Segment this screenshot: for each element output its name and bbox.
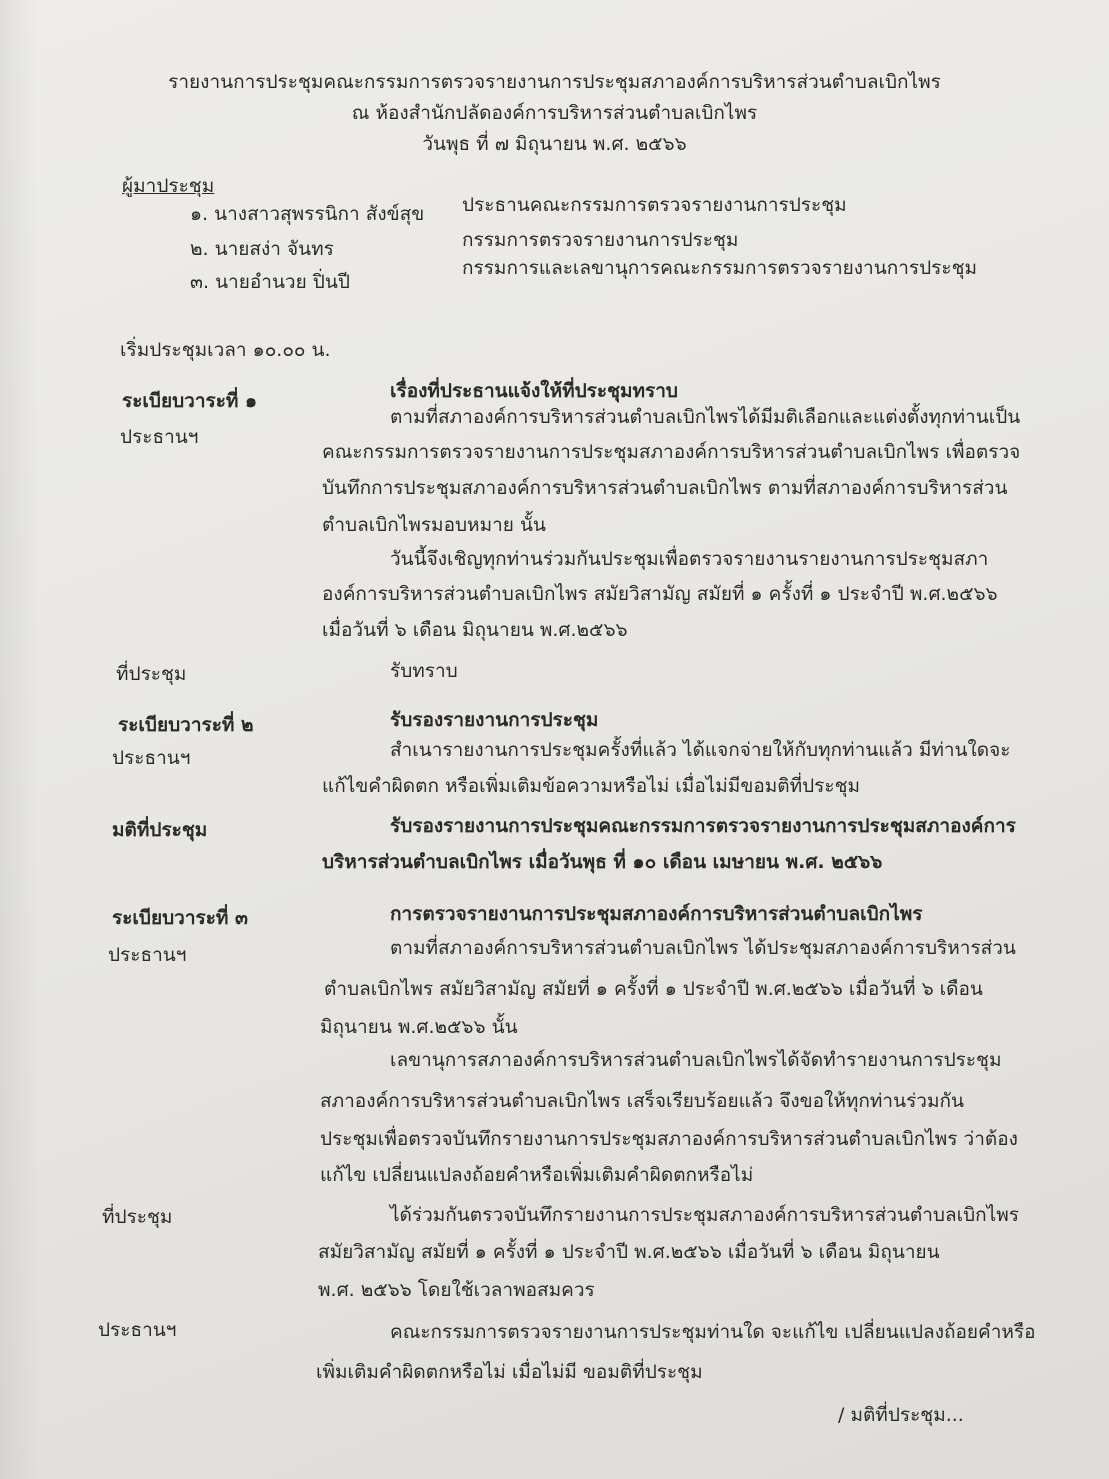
body-line: ตามที่สภาองค์การบริหารส่วนตำบลเบิกไพร ได้ประชุมสภาองค์การบริหารส่วน xyxy=(390,937,1016,959)
body-line: ตำบลเบิกไพรมอบหมาย นั้น xyxy=(322,514,546,536)
body-line: บันทึกการประชุมสภาองค์การบริหารส่วนตำบลเบิกไพร ตามที่สภาองค์การบริหารส่วน xyxy=(322,477,1008,499)
body-line: สมัยวิสามัญ สมัยที่ ๑ ครั้งที่ ๑ ประจำปี พ.ศ.๒๕๖๖ เมื่อวันที่ ๖ เดือน มิถุนายน xyxy=(318,1241,940,1263)
body-line: พ.ศ. ๒๕๖๖ โดยใช้เวลาพอสมควร xyxy=(318,1279,595,1301)
body-line: แก้ไขคำผิดตก หรือเพิ่มเติมข้อความหรือไม่ เมื่อไม่มีขอมติที่ประชุม xyxy=(322,775,861,797)
attendee-role: ประธานคณะกรรมการตรวจรายงานการประชุม xyxy=(462,194,847,216)
resolution-label: มติที่ประชุม xyxy=(112,819,208,841)
doc-title: รายงานการประชุมคณะกรรมการตรวจรายงานการประชุมสภาองค์การบริหารส่วนตำบลเบิกไพร xyxy=(168,71,941,93)
body-line: แก้ไข เปลี่ยนแปลงถ้อยคำหรือเพิ่มเติมคำผิดตกหรือไม่ xyxy=(320,1164,754,1186)
body-line: องค์การบริหารส่วนตำบลเบิกไพร สมัยวิสามัญ สมัยที่ ๑ ครั้งที่ ๑ ประจำปี พ.ศ.๒๕๖๖ xyxy=(322,583,998,605)
body-line: เมื่อวันที่ ๖ เดือน มิถุนายน พ.ศ.๒๕๖๖ xyxy=(322,619,628,641)
agenda-label: ระเบียบวาระที่ ๑ xyxy=(122,390,258,412)
body-line: ตามที่สภาองค์การบริหารส่วนตำบลเบิกไพรได้มีมติเลือกและแต่งตั้งทุกท่านเป็น xyxy=(390,406,1021,428)
attendees-heading: ผู้มาประชุม xyxy=(122,175,215,197)
speaker-label: ประธานฯ xyxy=(112,747,191,769)
start-time: เริ่มประชุมเวลา ๑๐.๐๐ น. xyxy=(120,339,331,361)
agenda-title: การตรวจรายงานการประชุมสภาองค์การบริหารส่วนตำบลเบิกไพร xyxy=(390,903,923,925)
body-line: สภาองค์การบริหารส่วนตำบลเบิกไพร เสร็จเรียบร้อยแล้ว จึงขอให้ทุกท่านร่วมกัน xyxy=(320,1090,964,1112)
page-shadow xyxy=(0,0,40,1479)
body-line: ตำบลเบิกไพร สมัยวิสามัญ สมัยที่ ๑ ครั้งที่ ๑ ประจำปี พ.ศ.๒๕๖๖ เมื่อวันที่ ๖ เดือน xyxy=(324,978,983,1000)
agenda-title: รับรองรายงานการประชุม xyxy=(390,709,599,731)
attendee-name: ๑. นางสาวสุพรรนิกา สังข์สุข xyxy=(190,203,425,225)
resolution-line: บริหารส่วนตำบลเบิกไพร เมื่อวันพุธ ที่ ๑๐ เดือน เมษายน พ.ศ. ๒๕๖๖ xyxy=(322,851,883,873)
body-line: เลขานุการสภาองค์การบริหารส่วนตำบลเบิกไพรได้จัดทำรายงานการประชุม xyxy=(390,1049,1002,1071)
meeting-text: รับทราบ xyxy=(390,660,458,682)
agenda-title: เรื่องที่ประธานแจ้งให้ที่ประชุมทราบ xyxy=(390,380,678,402)
resolution-line: รับรองรายงานการประชุมคณะกรรมการตรวจรายงานการประชุมสภาองค์การ xyxy=(390,815,1016,837)
doc-location: ณ ห้องสำนักปลัดองค์การบริหารส่วนตำบลเบิกไพร xyxy=(351,102,758,124)
attendee-name: ๒. นายสง่า จันทร xyxy=(190,238,334,260)
meeting-label: ที่ประชุม xyxy=(102,1206,173,1228)
body-line: มิถุนายน พ.ศ.๒๕๖๖ นั้น xyxy=(320,1016,518,1038)
speaker-label: ประธานฯ xyxy=(108,944,187,966)
body-line: ได้ร่วมกันตรวจบันทึกรายงานการประชุมสภาองค์การบริหารส่วนตำบลเบิกไพร xyxy=(390,1204,1019,1226)
agenda-label: ระเบียบวาระที่ ๒ xyxy=(118,714,254,736)
attendee-role: กรรมการตรวจรายงานการประชุม xyxy=(462,229,739,251)
agenda-label: ระเบียบวาระที่ ๓ xyxy=(112,907,249,929)
body-line: คณะกรรมการตรวจรายงานการประชุมท่านใด จะแก้ไข เปลี่ยนแปลงถ้อยคำหรือ xyxy=(390,1321,1036,1343)
body-line: ประชุมเพื่อตรวจบันทึกรายงานการประชุมสภาองค์การบริหารส่วนตำบลเบิกไพร ว่าต้อง xyxy=(320,1128,1018,1150)
doc-date: วันพุธ ที่ ๗ มิถุนายน พ.ศ. ๒๕๖๖ xyxy=(422,133,687,155)
attendee-name: ๓. นายอำนวย ปิ่นปี xyxy=(190,271,350,293)
body-line: คณะกรรมการตรวจรายงานการประชุมสภาองค์การบริหารส่วนตำบลเบิกไพร เพื่อตรวจ xyxy=(322,441,1021,463)
speaker-label: ประธานฯ xyxy=(120,426,199,448)
speaker-label: ประธานฯ xyxy=(98,1319,177,1341)
body-line: เพิ่มเติมคำผิดตกหรือไม่ เมื่อไม่มี ขอมติที่ประชุม xyxy=(316,1361,703,1383)
continue-marker: / มติที่ประชุม... xyxy=(838,1404,964,1426)
body-line: สำเนารายงานการประชุมครั้งที่แล้ว ได้แจกจ่ายให้กับทุกท่านแล้ว มีท่านใดจะ xyxy=(390,739,1011,761)
body-line: วันนี้จึงเชิญทุกท่านร่วมกันประชุมเพื่อตรวจรายงานรายงานการประชุมสภา xyxy=(390,548,989,570)
meeting-label: ที่ประชุม xyxy=(116,663,187,685)
attendee-role: กรรมการและเลขานุการคณะกรรมการตรวจรายงานการประชุม xyxy=(462,257,977,279)
